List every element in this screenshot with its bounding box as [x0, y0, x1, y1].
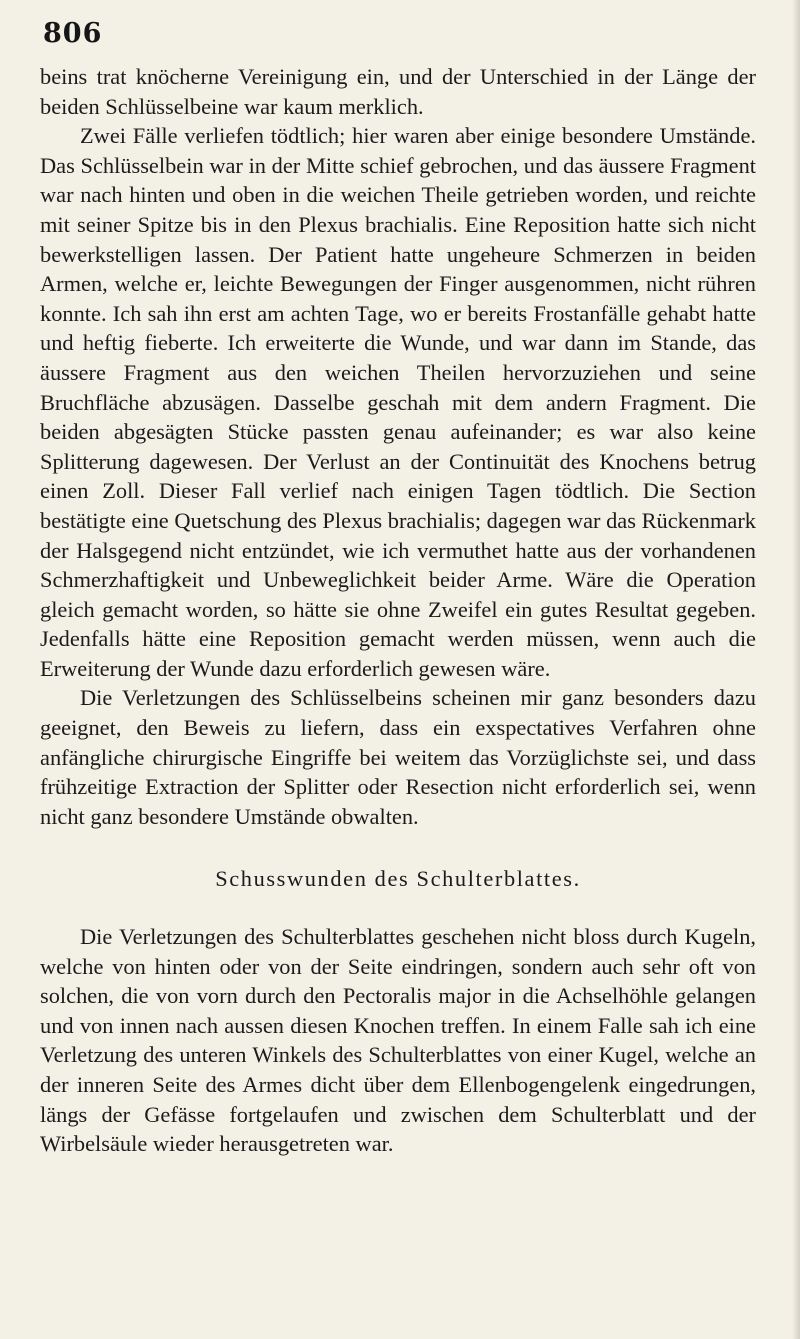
- paragraph-fatal-cases: Zwei Fälle verliefen tödtlich; hier waren aber einige besondere Umstände. Das Schlüsselbein war in der Mitte schief gebrochen, und das äussere Fragment war nach hinten und oben in die weichen Theile getrieben worden, und reichte mit seiner Spitze bis in den Plexus brachialis. Eine Reposition hatte sich nicht bewerkstelligen lassen. Der Patient hatte ungeheure Schmerzen in beiden Armen, welche er, leichte Bewegungen der Finger ausgenommen, nicht rühren konnte. Ich sah ihn erst am achten Tage, wo er bereits Frostanfälle gehabt hatte und heftig fieberte. Ich erweiterte die Wunde, und war dann im Stande, das äussere Fragment aus den weichen Theilen hervorzuziehen und seine Bruchfläche abzusägen. Dasselbe geschah mit dem andern Fragment. Die beiden abgesägten Stücke passten genau aufeinander; es war also keine Splitterung dagewesen. Der Verlust an der Continuität des Knochens betrug einen Zoll. Dieser Fall verlief nach einigen Tagen tödtlich. Die Section bestätigte eine Quetschung des Plexus brachialis; dagegen war das Rückenmark der Halsgegend nicht entzündet, wie ich vermuthet hatte aus der vorhandenen Schmerzhaftigkeit und Unbeweglichkeit beider Arme. Wäre die Operation gleich gemacht worden, so hätte sie ohne Zweifel ein gutes Resultat gegeben. Jedenfalls hätte eine Reposition gemacht werden müssen, wenn auch die Erweiterung der Wunde dazu erforderlich gewesen wäre.: [40, 123, 756, 681]
- section-heading: Schusswunden des Schulterblattes.: [215, 866, 581, 892]
- paragraph-conclusion: Die Verletzungen des Schlüsselbeins scheinen mir ganz besonders dazu geeignet, den Beweis zu liefern, dass ein exspectatives Verfahren ohne anfängliche chirurgische Eingriffe bei weitem das Vorzüglichste sei, und dass frühzeitige Extraction der Splitter oder Resection nicht erforderlich sei, wenn nicht ganz besondere Umstände obwalten.: [40, 685, 756, 829]
- page-number: 806: [43, 18, 103, 49]
- page-body: [40, 62, 756, 1159]
- paragraph-continuation: beins trat knöcherne Vereinigung ein, und der Unterschied in der Länge der beiden Schlüsselbeine war kaum merklich.: [40, 64, 756, 119]
- paragraph-scapula: Die Verletzungen des Schulterblattes geschehen nicht bloss durch Kugeln, welche von hinten oder von der Seite eindringen, sondern auch sehr oft von solchen, die von vorn durch den Pectoralis major in die Achselhöhle gelangen und von innen nach aussen diesen Knochen treffen. In einem Falle sah ich eine Verletzung des unteren Winkels des Schulterblattes von einer Kugel, welche an der inneren Seite des Armes dicht über dem Ellenbogengelenk eingedrungen, längs der Gefässe fortgelaufen und zwischen dem Schulterblatt und der Wirbelsäule wieder herausgetreten war.: [40, 924, 756, 1157]
- scan-edge-shadow: [792, 0, 800, 1339]
